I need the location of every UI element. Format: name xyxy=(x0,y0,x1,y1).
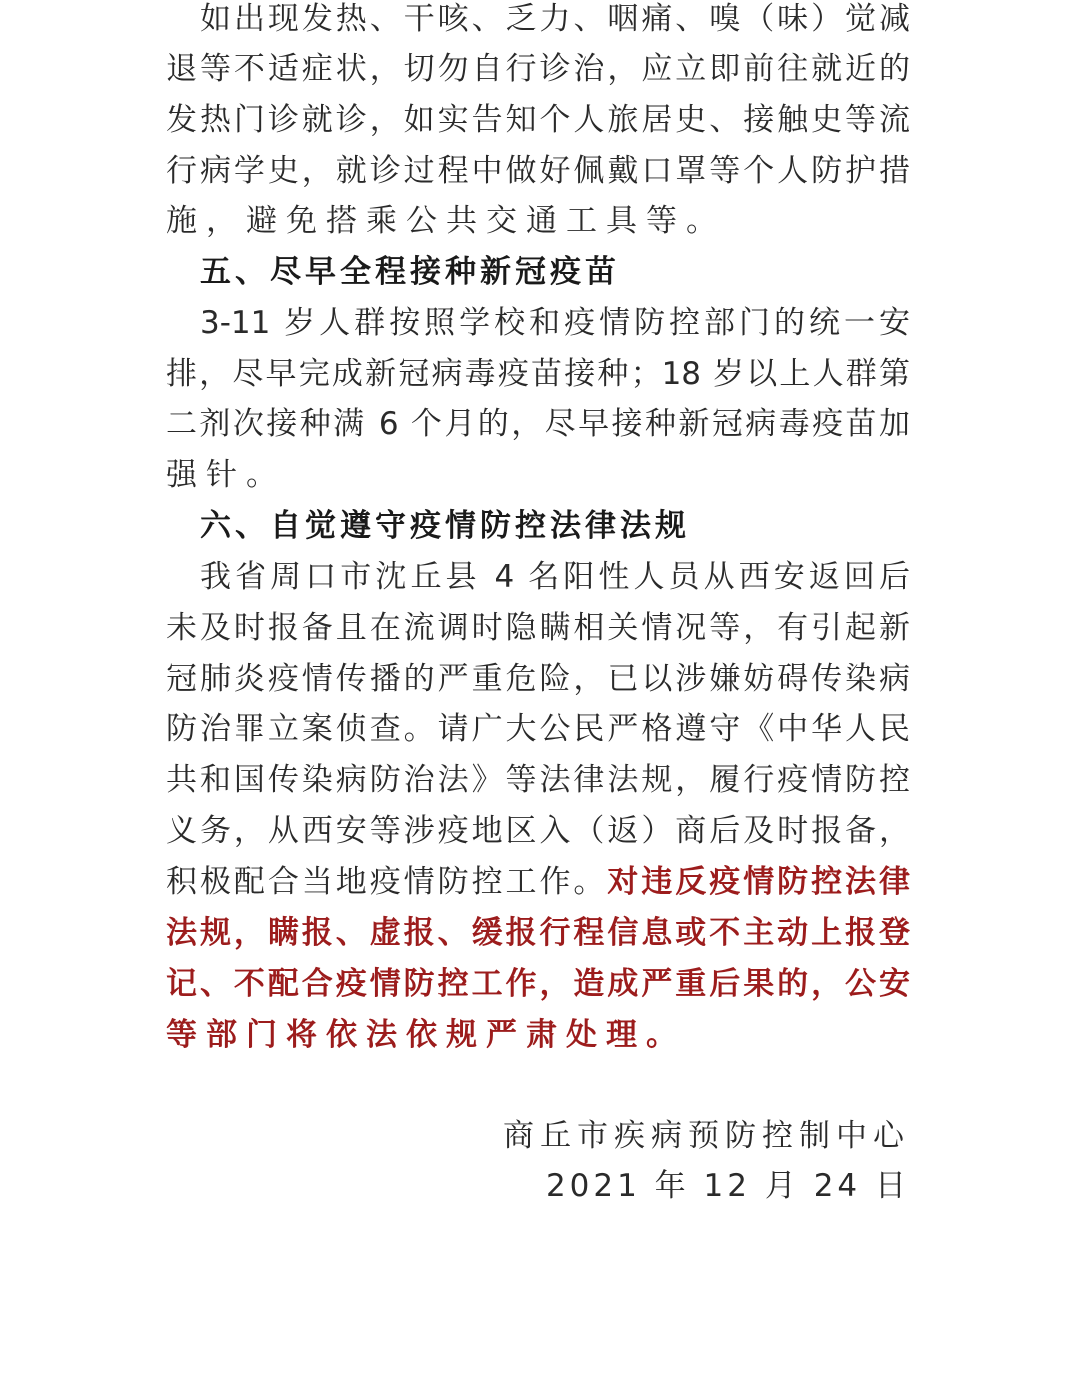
paragraph-line: 如出现发热、干咳、乏力、咽痛、嗅（味）觉减 xyxy=(200,1,910,37)
paragraph-line: 未及时报备且在流调时隐瞒相关情况等，有引起新 xyxy=(166,610,910,646)
section-heading-law-compliance: 六、自觉遵守疫情防控法律法规 xyxy=(200,508,690,544)
paragraph-line-mixed xyxy=(166,857,910,907)
paragraph-line: 强针。 xyxy=(166,457,286,493)
emphasis-line: 记、不配合疫情防控工作，造成严重后果的，公安 xyxy=(166,966,910,1002)
paragraph-line: 共和国传染病防治法》等法律法规，履行疫情防控 xyxy=(166,762,910,798)
paragraph-line: 义务，从西安等涉疫地区入（返）商后及时报备， xyxy=(166,813,910,849)
section-heading-vaccination: 五、尽早全程接种新冠疫苗 xyxy=(200,254,620,290)
paragraph-line: 行病学史，就诊过程中做好佩戴口罩等个人防护措 xyxy=(166,153,910,189)
paragraph-line: 发热门诊就诊，如实告知个人旅居史、接触史等流 xyxy=(166,102,910,138)
emphasis-line: 法规，瞒报、虚报、缓报行程信息或不主动上报登 xyxy=(166,915,910,951)
paragraph-line: 防治罪立案侦查。请广大公民严格遵守《中华人民 xyxy=(166,711,910,747)
emphasis-text: 对违反疫情防控法律 xyxy=(607,864,910,900)
paragraph-line: 冠肺炎疫情传播的严重危险，已以涉嫌妨碍传染病 xyxy=(166,661,910,697)
issuing-organization: 商丘市疾病预防控制中心 xyxy=(503,1118,910,1154)
issue-date: 2021 年 12 月 24 日 xyxy=(545,1168,910,1204)
paragraph-line: 我省周口市沈丘县 4 名阳性人员从西安返回后 xyxy=(200,559,910,595)
normal-text: 积极配合当地疫情防控工作。 xyxy=(166,864,608,900)
paragraph-line: 3-11 岁人群按照学校和疫情防控部门的统一安 xyxy=(200,305,910,341)
paragraph-line: 施，避免搭乘公共交通工具等。 xyxy=(166,203,726,239)
emphasis-line: 等部门将依法依规严肃处理。 xyxy=(166,1017,686,1053)
paragraph-line: 排，尽早完成新冠病毒疫苗接种；18 岁以上人群第 xyxy=(166,356,910,392)
paragraph-line: 退等不适症状，切勿自行诊治，应立即前往就近的 xyxy=(166,51,910,87)
paragraph-line: 二剂次接种满 6 个月的，尽早接种新冠病毒疫苗加 xyxy=(166,406,910,442)
